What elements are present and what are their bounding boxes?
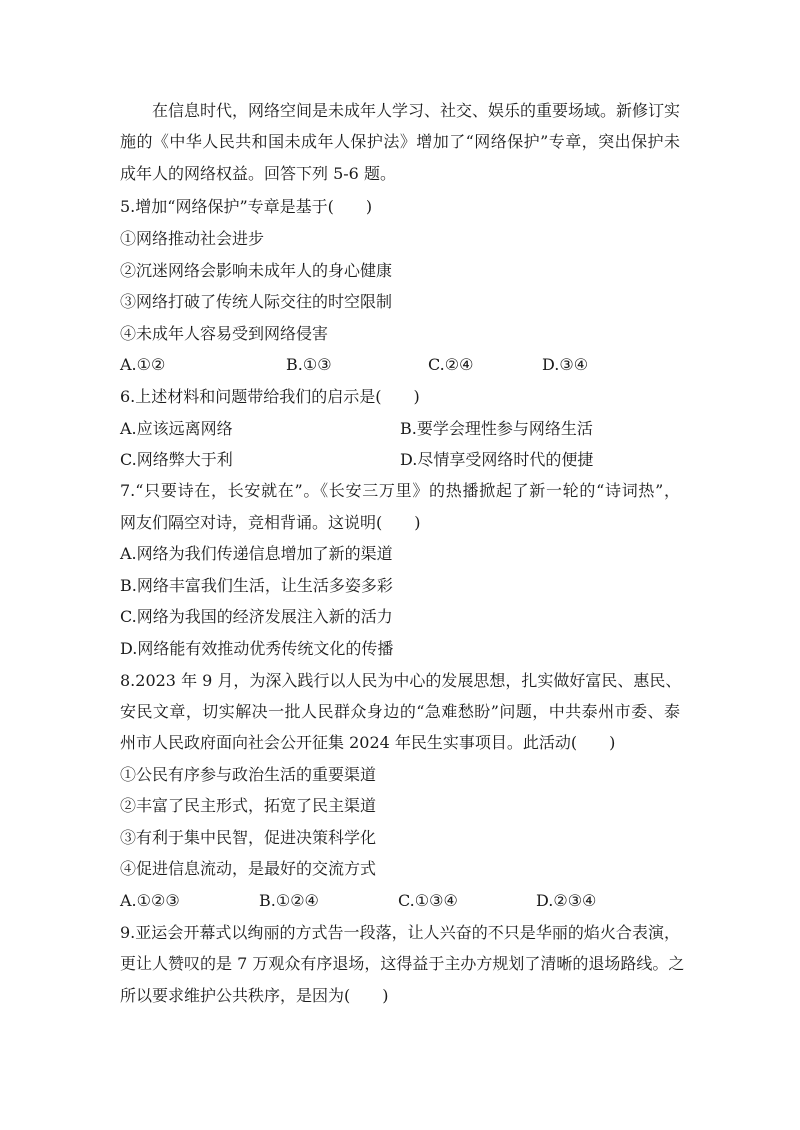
q8-option-c: C.①③④ [398, 891, 458, 910]
q5-item-2: ②沉迷网络会影响未成年人的身心健康 [120, 261, 393, 280]
q6-option-a: A.应该远离网络 [120, 419, 233, 438]
q5-option-a: A.①② [120, 355, 166, 374]
q8-option-b: B.①②④ [259, 891, 319, 910]
q9-stem-line-3: 所以要求维护公共秩序，是因为( ) [120, 986, 389, 1005]
q5-item-4: ④未成年人容易受到网络侵害 [120, 324, 329, 343]
q9-stem-line-1: 9.亚运会开幕式以绚丽的方式告一段落，让人兴奋的不只是华丽的焰火合表演， [120, 923, 680, 942]
q8-stem-line-3: 州市人民政府面向社会公开征集 2024 年民生实事项目。此活动( ) [120, 733, 616, 752]
intro-line-2: 施的《中华人民共和国未成年人保护法》增加了“网络保护”专章，突出保护未 [120, 132, 680, 151]
q7-option-a: A.网络为我们传递信息增加了新的渠道 [120, 544, 393, 563]
q6-option-b: B.要学会理性参与网络生活 [400, 419, 593, 438]
q6-option-c: C.网络弊大于利 [120, 450, 233, 469]
q8-item-1: ①公民有序参与政治生活的重要渠道 [120, 765, 377, 784]
q6-option-d: D.尽情享受网络时代的便捷 [400, 450, 594, 469]
q5-stem: 5.增加“网络保护”专章是基于( ) [120, 197, 373, 216]
q8-item-4: ④促进信息流动，是最好的交流方式 [120, 859, 377, 878]
q5-option-b: B.①③ [286, 355, 332, 374]
q5-option-c: C.②④ [428, 355, 474, 374]
q7-stem-line-1: 7.“只要诗在，长安就在”。《长安三万里》的热播掀起了新一轮的“诗词热”， [120, 481, 680, 500]
q7-option-d: D.网络能有效推动优秀传统文化的传播 [120, 639, 394, 658]
q8-stem-line-1: 8.2023 年 9 月，为深入践行以人民为中心的发展思想，扎实做好富民、惠民、 [120, 671, 682, 690]
q8-option-a: A.①②③ [120, 891, 180, 910]
q7-stem-line-2: 网友们隔空对诗，竞相背诵。这说明( ) [120, 513, 421, 532]
q8-item-3: ③有利于集中民智，促进决策科学化 [120, 828, 377, 847]
q5-item-3: ③网络打破了传统人际交往的时空限制 [120, 292, 393, 311]
intro-line-3: 成年人的网络权益。回答下列 5-6 题。 [120, 164, 396, 183]
intro-line-1: 在信息时代，网络空间是未成年人学习、社交、娱乐的重要场域。新修订实 [152, 101, 681, 120]
q5-item-1: ①网络推动社会进步 [120, 229, 265, 248]
q8-option-d: D.②③④ [536, 891, 597, 910]
q8-stem-line-2: 安民文章，切实解决一批人民群众身边的“急难愁盼”问题，中共泰州市委、泰 [120, 702, 680, 721]
q7-option-c: C.网络为我国的经济发展注入新的活力 [120, 607, 393, 626]
q8-item-2: ②丰富了民主形式，拓宽了民主渠道 [120, 796, 377, 815]
q5-option-d: D.③④ [542, 355, 589, 374]
q7-option-b: B.网络丰富我们生活，让生活多姿多彩 [120, 576, 393, 595]
q6-stem: 6.上述材料和问题带给我们的启示是( ) [120, 387, 420, 406]
q9-stem-line-2: 更让人赞叹的是 7 万观众有序退场，这得益于主办方规划了清晰的退场路线。之 [120, 954, 685, 973]
